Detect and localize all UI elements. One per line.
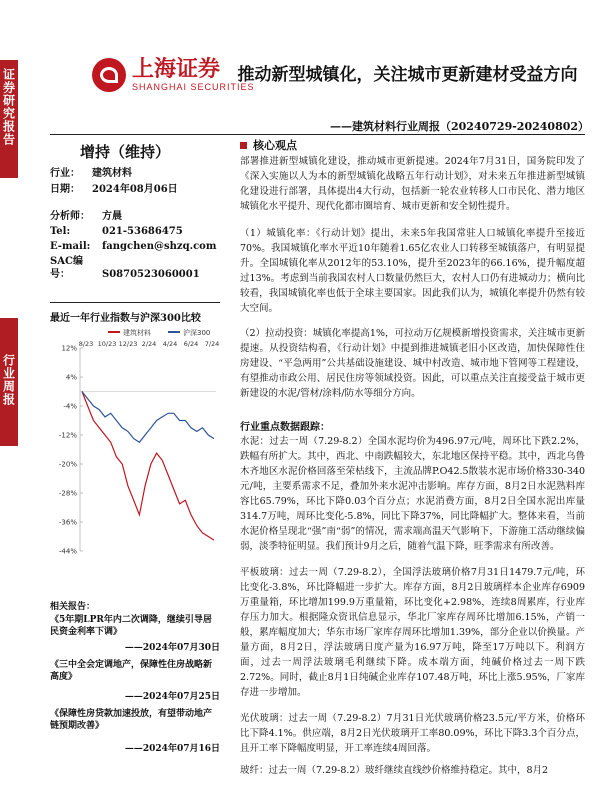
paragraph-pv-glass: 光伏玻璃：过去一周（7.29-8.2）7月31日光伏玻璃价格23.5元/平方米，价格环比下降4.1%。供应端，8月2日光伏玻璃开工率80.09%，环比下降3.3个百分点，且开工率下降幅度明显，开工率连续4周回落。 — [240, 713, 585, 754]
header-rule — [50, 134, 585, 135]
y-tick-label-2: -4% — [63, 402, 77, 411]
related-report-3-date: ——2024年07月16日 — [124, 744, 220, 754]
meta-industry-value: 建筑材料 — [92, 168, 132, 179]
x-tick-label-6: 7/24 — [204, 340, 220, 348]
y-tick-label-7: -44% — [58, 547, 77, 556]
sidebar-report-type — [0, 60, 18, 178]
report-title: 推动新型城镇化，关注城市更新建材受益方向 — [237, 65, 578, 85]
meta-date — [50, 183, 178, 196]
related-report-1-date: ——2024年07月30日 — [124, 643, 220, 653]
logo-en: SHANGHAI SECURITIES — [132, 82, 255, 92]
paragraph-investment: （2）拉动投资：城镇化率提高1%，可拉动万亿规模新增投资需求，关注城市更新提速。从投资结构看，《行动计划》中提到推进城镇老旧小区改造，加快保障性住房建设、“平急两用”公共基础设施建设、城中村改造、城市地下管网等工程建设，有望推动市政公用、居民住房等领域投资。因此，可以重点关注直接受益于城市更新建设的水泥/管材/涂料/防水等细分方向。 — [240, 328, 585, 399]
related-report-3[interactable]: 《保障性房贷款加速投放，有望带动地产链预期改善》 — [50, 709, 213, 731]
related-report-1[interactable]: 《5年期LPR年内二次调降，继续引导居民资金利率下调》 — [50, 615, 212, 637]
paragraph-cement: 水泥：过去一周（7.29-8.2）全国水泥均价为496.97元/吨，周环比下跌2.2%，跌幅有所扩大。其中，西北、中南跌幅较大，东北地区保持平稳。其中，西北乌鲁木齐地区水泥价格回落至荣枯线下，主流品牌P.O42.5散装水泥市场价格330-340元/吨，主要系需求不足，叠加外来水泥冲击影响。库存方面，8月2日水泥熟料库容比65.79%，环比下降0.03个百分点；水泥消费方面，8月2日全国水泥出库量314.7万吨，周环比变化-5.8%，同比下降37%，同比降幅扩大。整体来看，当前水泥价格呈现北“强”南“弱”的情况，需求端高温天气影响下，下游施工活动继续偏弱，淡季特征明显。我们预计9月之后，随着气温下降，旺季需求有所改善。 — [240, 436, 585, 552]
x-tick-label-4: 4/24 — [162, 340, 178, 348]
chart-title: 最近一年行业指数与沪深300比较 — [50, 313, 201, 324]
x-tick-label-3: 2/24 — [141, 340, 157, 348]
chart-top-rule — [50, 302, 220, 303]
section-marker-icon — [240, 142, 247, 149]
x-tick-label-1: 10/23 — [97, 340, 117, 348]
x-tick-label-5: 6/24 — [183, 340, 199, 348]
logo-cn: 上海证券 — [132, 57, 221, 82]
meta-sac-value: S0870523060001 — [102, 269, 200, 280]
legend-label-1: 沪深300 — [183, 329, 211, 337]
related-heading: 相关报告： — [50, 602, 96, 612]
meta-sac-label: SAC编号： — [50, 256, 83, 280]
meta-analyst-value: 方晨 — [102, 211, 122, 222]
index-comparison-chart — [48, 326, 223, 586]
meta-tel — [50, 225, 183, 238]
meta-email-label: E-mail: — [50, 241, 91, 252]
paragraph-urbanization: （1）城镇化率：《行动计划》提出，未来5年我国常驻人口城镇化率提升至接近70%。我国城镇化率水平近10年随着1.65亿农业人口转移至城镇落户，有明显提升。全国城镇化率从2012年的53.10%，提升至2023年的66.16%，提升幅度超过13%。考虑到当前我国农村人口数量仍然巨大，农村人口仍有进城动力；横向比较看，我国城镇化率也低于全球主要国家。因此我们认为，城镇化率提升仍然有较大空间。 — [240, 228, 585, 314]
x-tick-label-0: 8/23 — [78, 340, 94, 348]
meta-date-value: 2024年08月06日 — [92, 184, 178, 195]
related-report-2[interactable]: 《三中全会定调地产，保障性住房战略新高度》 — [50, 660, 213, 682]
meta-sac — [50, 255, 200, 281]
meta-date-label: 日期： — [50, 184, 80, 195]
data-tracking-heading: 行业重点数据跟踪： — [240, 422, 330, 433]
logo-icon — [92, 58, 126, 92]
legend-label-0: 建筑材料 — [123, 329, 151, 337]
paragraph-fiberglass: 玻纤：过去一周（7.29-8.2）玻纤继续直线纱价格维持稳定。其中，8月2 — [240, 765, 549, 776]
sidebar-top-label: 证券研究报告 — [1, 68, 16, 146]
paragraph-intro: 部署推进新型城镇化建设，推动城市更新提速。2024年7月31日，国务院印发了《深入实施以人为本的新型城镇化战略五年行动计划》，对未来五年推进新型城镇化建设进行部署，具体提出4大行动，包括新一轮农业转移人口市民化、潜力地区城镇化水平提升、现代化都市圈培育、城市更新和安全韧性提升。 — [240, 156, 585, 212]
y-tick-label-0: 12% — [61, 344, 77, 353]
y-tick-label-1: 4% — [65, 373, 77, 382]
y-tick-label-4: -20% — [58, 460, 77, 469]
meta-industry-label: 行业： — [50, 168, 80, 179]
paragraph-flat-glass: 平板玻璃：过去一周（7.29-8.2），全国浮法玻璃价格7月31日1479.7元/吨，环比变化-3.8%，环比降幅进一步扩大。库存方面，8月2日玻璃样本企业库存6909万重量箱，环比增加199.9万重量箱，环比变化+2.98%，连续8周累库，行业库存压力加大。根据隆众资讯信息显示，华北厂家库存周环比增加6.15%，产销一般，累库幅度加大；华东市场厂家库存周环比增加1.39%，部分企业以价换量。产量方面，8月2日，浮法玻璃日度产量为16.97万吨，降至17万吨以下。利润方面，过去一周浮法玻璃毛利继续下降。成本端方面，纯碱价格过去一周下跌2.72%。同时，截止8月1日纯碱企业库存107.48万吨，环比上涨5.95%，厂家库存进一步增加。 — [240, 567, 585, 698]
series-line-1 — [82, 392, 214, 443]
rating: 增持（维持） — [80, 143, 171, 161]
sidebar-weekly — [0, 318, 18, 446]
company-logo — [92, 58, 255, 92]
meta-tel-value: 021-53686475 — [102, 226, 183, 237]
meta-industry — [50, 167, 132, 180]
section-title: 核心观点 — [253, 139, 297, 152]
report-subtitle: ——建筑材料行业周报（20240729-20240802） — [330, 120, 590, 133]
meta-email — [50, 240, 216, 253]
related-report-2-date: ——2024年07月25日 — [124, 692, 220, 702]
section-heading — [240, 137, 297, 153]
y-tick-label-6: -36% — [58, 518, 77, 527]
y-tick-label-5: -28% — [58, 489, 77, 498]
meta-tel-label: Tel: — [50, 226, 71, 237]
x-tick-label-2: 12/23 — [118, 340, 138, 348]
meta-email-value[interactable]: fangchen@shzq.com — [102, 241, 217, 252]
y-tick-label-3: -12% — [58, 431, 77, 440]
meta-analyst — [50, 210, 122, 223]
meta-analyst-label: 分析师： — [50, 211, 90, 222]
sidebar-mid-label: 行业周报 — [1, 354, 16, 406]
